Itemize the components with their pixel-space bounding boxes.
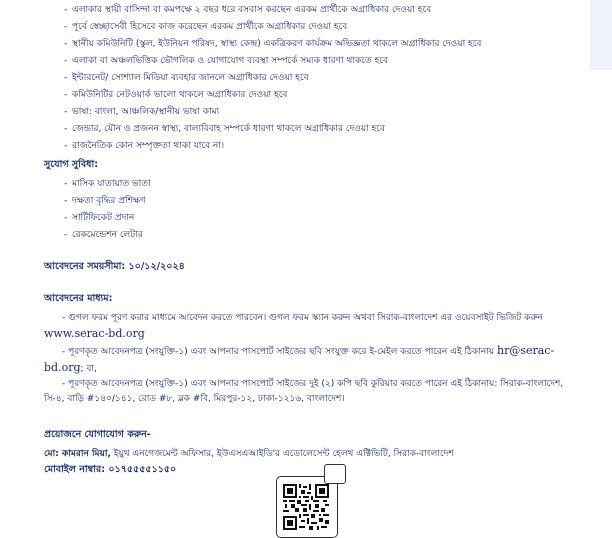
method-courier: [44, 377, 572, 407]
email-link[interactable]: hr@serac-bd.org: [44, 344, 555, 374]
website-link[interactable]: www.serac-bd.org: [44, 327, 145, 340]
contact-designation: ইয়ুথ এনগেজমেন্ট অফিসার, ইউএসএআইডি'র এডোলেসেন্ট হেলথ এক্টিভিটি, সিরাক-বাংলাদেশ: [110, 449, 454, 459]
contact-person: [44, 446, 454, 461]
requirement-item: - কমিউনিটির নেটওয়ার্ক ভালো থাকলে অগ্রাধিকার দেওয়া হবে: [72, 87, 481, 104]
requirement-item: - জেন্ডার, যৌন ও প্রজনন স্বাস্থ্য, বাল্যবিবাহ সম্পর্কে ধারণা থাকলে অগ্রাধিকার দেওয়া হবে: [72, 121, 481, 138]
requirement-item: - রাজনৈতিক কোন সম্পৃক্ততা থাকা যাবে না।: [72, 138, 481, 155]
benefit-item: - রেকমেন্ডেশন লেটার: [72, 227, 151, 244]
qr-code-icon: [283, 484, 329, 530]
benefits-heading: সুযোগ সুবিধা:: [44, 159, 99, 170]
contact-name: মো: কামরান মিয়া,: [44, 449, 111, 459]
requirement-item: - ইন্টারনেট/ সোশ্যাল মিডিয়া ব্যবহার জানলে অগ্রাধিকার দেওয়া হবে: [72, 70, 481, 87]
requirement-item: - এলাকা বা অঞ্চলভিত্তিক ভৌগলিক ও যোগাযোগ ব্যবস্থা সম্পর্কে সম্যক ধারণা থাকতে হবে: [72, 53, 481, 70]
hand-tag: [324, 464, 346, 484]
benefit-item: - সার্টিফিকেট প্রদান: [72, 210, 151, 227]
qr-code-block[interactable]: [276, 464, 350, 520]
application-deadline: আবেদনের সময়সীমা: ১০/১২/২০২৪: [44, 261, 185, 272]
requirement-item: - পূর্বে স্বেচ্ছাসেবী হিসেবে কাজ করেছেন এরকম প্রার্থীকে অগ্রাধিকার দেওয়া হবে: [72, 19, 481, 36]
contact-mobile: মোবাইল নাম্বার: ০১৭৫৫৫৫১১৫০: [44, 464, 177, 475]
method-google-form: [44, 311, 572, 343]
contact-heading: প্রয়োজনে যোগাযোগ করুন-: [44, 429, 151, 440]
benefit-item: - দক্ষতা বৃদ্ধির প্রশিক্ষণ: [72, 193, 151, 210]
application-method-heading: আবেদনের মাধ্যম:: [44, 293, 113, 304]
requirements-list: [72, 2, 481, 155]
benefit-item: - মাসিক যাতায়াত ভাতা: [72, 176, 151, 193]
method-courier-text: - পূরণকৃত আবেদনপত্র (সংযুক্তি-১) এবং আপনার পাসপোর্ট সাইজের দুই (২) কপি ছবি কুরিয়ার করতে পারেন এই ঠিকানায়: সিরাক-বাংলাদেশ, সি-৪, বাড়ি #১৪০/১৪১, রোড #৮, ব্লক #বি, মিরপুর-১২, ঢাকা-১২১৬, বাংলাদেশ।: [44, 379, 564, 404]
method-email: [44, 343, 572, 377]
method-email-text: - পূরণকৃত আবেদনপত্র (সংযুক্তি-১) এবং আপনার পাসপোর্ট সাইজের ছবি সংযুক্ত করে ই-মেইল করতে পারেন এই ঠিকানায়: [62, 347, 495, 357]
requirement-item: - এলাকার স্থায়ী বাসিন্দা বা কমপক্ষে ২ বছর ধরে বসবাস করছেন এরকম প্রার্থীকে অগ্রাধিকার দেওয়া হবে: [72, 2, 481, 19]
requirement-item: - স্থানীয় কমিউনিটি (স্কুল, ইউনিয়ন পরিষদ, স্বাস্থ্য কেন্দ্র) একত্রিকরণ কার্যক্রম অভিজ্ঞতা থাকলে অগ্রাধিকার দেওয়া হবে: [72, 36, 481, 53]
method-google-form-text: - গুগল ফরম পূরণ করার মাধ্যমে আবেদন করতে পারবেন। গুগল ফরম স্ক্যান করুন অথবা সিরাক-বাংলাদেশ এর ওয়েবসাইট ভিজিট করুন: [62, 313, 543, 323]
benefits-list: [72, 176, 151, 244]
requirement-item: - ভাষা: বাংলা, আঞ্চলিক/স্থানীয় ভাষা কাম্য: [72, 104, 481, 121]
method-email-suffix: ; বা,: [80, 364, 97, 374]
